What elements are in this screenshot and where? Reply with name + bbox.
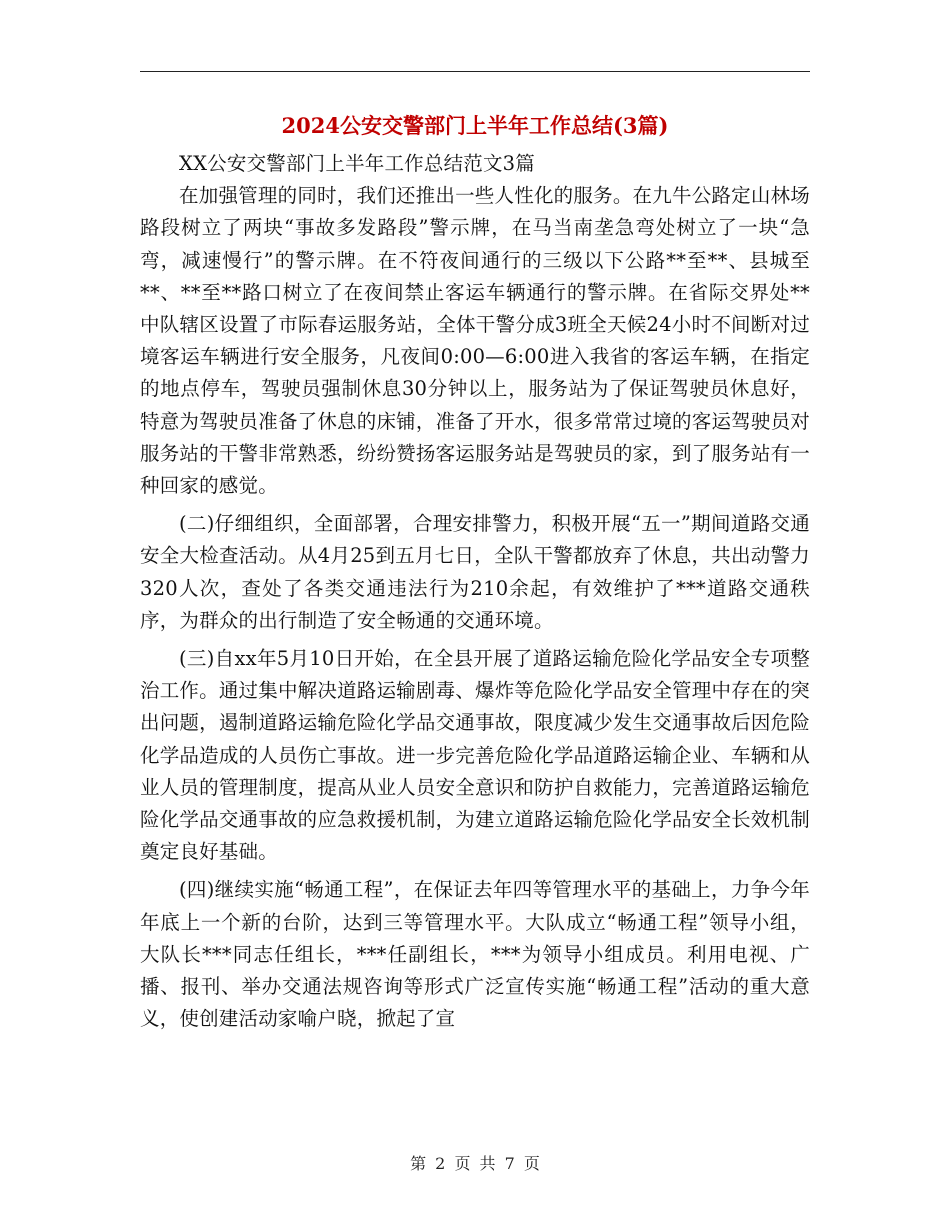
paragraph-3: (三)自xx年5月10日开始，在全县开展了道路运输危险化学品安全专项整治工作。通过集中解决道路运输剧毒、爆炸等危险化学品安全管理中存在的突出问题，遏制道路运输危险化学品交通事故，限度减少发生交通事故后因危险化学品造成的人员伤亡事故。进一步完善危险化学品道路运输企业、车辆和从业人员的管理制度，提高从业人员安全意识和防护自救能力，完善道路运输危险化学品交通事故的应急救援机制，为建立道路运输危险化学品安全长效机制奠定良好基础。 — [140, 647, 810, 864]
subtitle-line: XX公安交警部门上半年工作总结范文3篇 — [179, 152, 535, 175]
page-number: 第 2 页 共 7 页 — [410, 1154, 540, 1173]
paragraph-1: 在加强管理的同时，我们还推出一些人性化的服务。在九牛公路定山林场路段树立了两块“事故多发路段”警示牌，在马当南垄急弯处树立了一块“急弯，减速慢行”的警示牌。在不符夜间通行的三级以下公路**至**、县城至**、**至**路口树立了在夜间禁止客运车辆通行的警示牌。在省际交界处**中队辖区设置了市际春运服务站，全体干警分成3班全天候24小时不间断对过境客运车辆进行安全服务，凡夜间0:00—6:00进入我省的客运车辆，在指定的地点停车，驾驶员强制休息30分钟以上，服务站为了保证驾驶员休息好，特意为驾驶员准备了休息的床铺，准备了开水，很多常常过境的客运驾驶员对服务站的干警非常熟悉，纷纷赞扬客运服务站是驾驶员的家，到了服务站有一种回家的感觉。 — [140, 184, 810, 498]
document-title: 2024公安交警部门上半年工作总结(3篇) — [281, 113, 669, 138]
paragraph-4: (四)继续实施“畅通工程”，在保证去年四等管理水平的基础上，力争今年年底上一个新的台阶，达到三等管理水平。大队成立“畅通工程”领导小组，大队长***同志任组长，***任副组长，***为领导小组成员。利用电视、广播、报刊、举办交通法规咨询等形式广泛宣传实施“畅通工程”活动的重大意义，使创建活动家喻户晓，掀起了宣 — [140, 878, 810, 1031]
header-rule — [140, 71, 810, 72]
paragraph-2: (二)仔细组织，全面部署，合理安排警力，积极开展“五一”期间道路交通安全大检查活动。从4月25到五月七日，全队干警都放弃了休息，共出动警力 320人次，查处了各类交通违法行为210余起，有效维护了***道路交通秩序，为群众的出行制造了安全畅通的交通环境。 — [140, 512, 810, 632]
document-body — [140, 148, 810, 1035]
